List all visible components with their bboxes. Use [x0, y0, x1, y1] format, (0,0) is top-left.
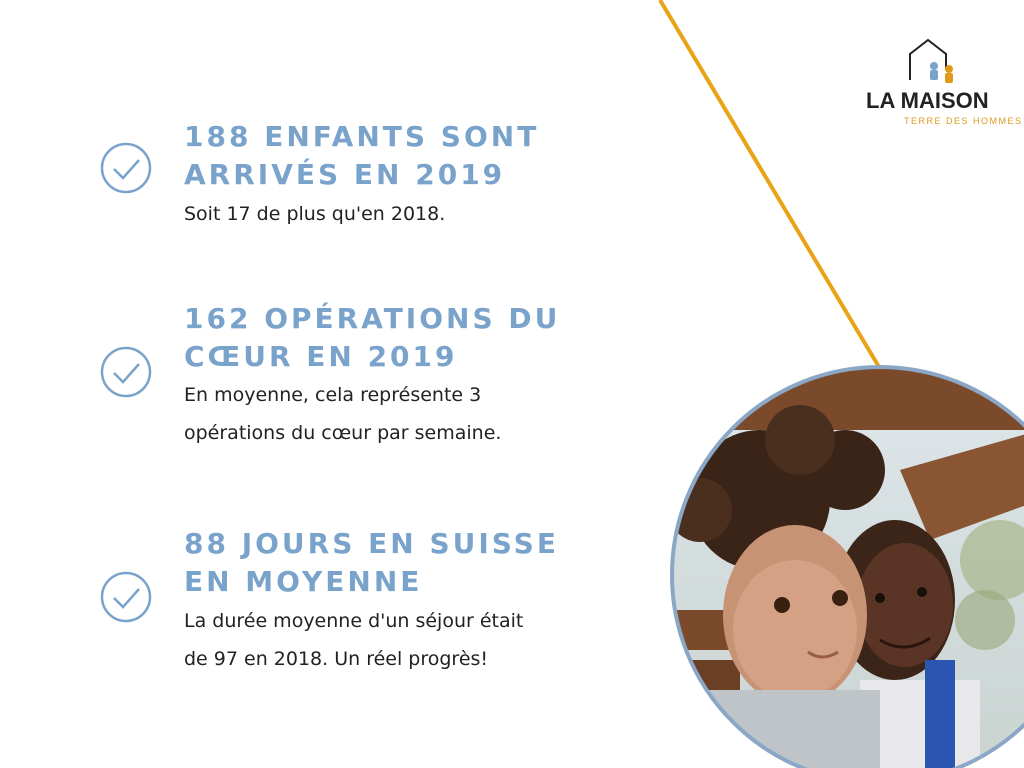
checkmark-circle-icon [100, 346, 152, 398]
stat-item [100, 118, 570, 238]
stat-description-line2: opérations du cœur par semaine. [184, 422, 502, 444]
logo [862, 36, 1023, 132]
accent-diagonal-line [660, 0, 888, 382]
stat-title-line1: 188 ENFANTS SONT [184, 120, 540, 153]
stat-title-line2: CŒUR EN 2019 [184, 340, 458, 373]
stat-description-line1: En moyenne, cela représente 3 [184, 384, 482, 406]
logo-subtitle: TERRE DES HOMMES [904, 116, 1023, 126]
logo-name: LA MAISON [866, 88, 989, 113]
stat-item [100, 300, 570, 460]
stat-item [100, 525, 570, 685]
stat-description-line1: Soit 17 de plus qu'en 2018. [184, 203, 446, 225]
stat-description-line1: La durée moyenne d'un séjour était [184, 610, 524, 632]
stat-title-line2: ARRIVÉS EN 2019 [184, 158, 506, 191]
children-photo [660, 360, 1024, 768]
stat-description-line2: de 97 en 2018. Un réel progrès! [184, 648, 489, 670]
checkmark-circle-icon [100, 142, 152, 194]
stat-title-line1: 88 JOURS EN SUISSE [184, 527, 559, 560]
checkmark-circle-icon [100, 571, 152, 623]
stat-title-line1: 162 OPÉRATIONS DU [184, 302, 561, 335]
stat-title-line2: EN MOYENNE [184, 565, 423, 598]
house-with-children-icon [904, 36, 956, 88]
